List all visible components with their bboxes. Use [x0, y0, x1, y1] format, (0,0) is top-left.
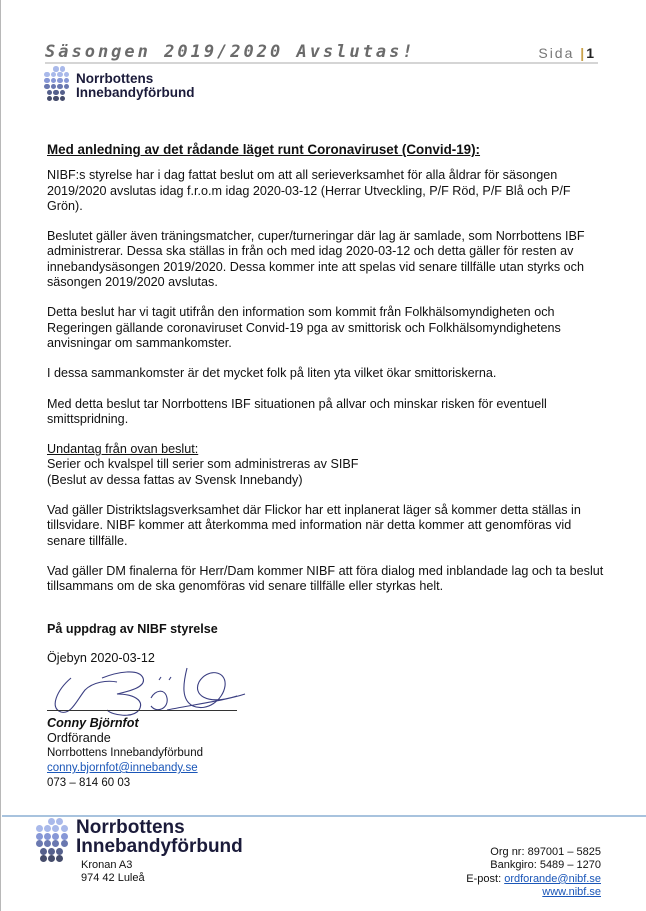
- logo-dot: [56, 818, 63, 825]
- logo-dot: [51, 84, 57, 90]
- logo-dot: [64, 72, 70, 78]
- signature-line: [47, 710, 237, 711]
- logo-name-line1: Norrbottens: [76, 816, 185, 838]
- signature-lead: På uppdrag av NIBF styrelse: [47, 622, 218, 636]
- exception-line: Serier och kvalspel till serier som administreras av SIBF: [47, 457, 359, 472]
- header-logo: [44, 66, 195, 106]
- signature-block: [47, 622, 218, 791]
- logo-dot: [57, 78, 63, 84]
- signer-organization: Norrbottens Innebandyförbund: [47, 747, 203, 759]
- logo-dot: [44, 825, 51, 832]
- logo-dot: [47, 90, 53, 96]
- logo-dot: [44, 78, 50, 84]
- website-link[interactable]: www.nibf.se: [542, 886, 601, 899]
- letter-body: [47, 142, 607, 610]
- logo-dot: [61, 840, 68, 847]
- page-separator: |: [580, 45, 587, 61]
- logo-name-line1: Norrbottens: [76, 71, 154, 87]
- logo-dot: [51, 78, 57, 84]
- logo-dot: [64, 78, 70, 84]
- paragraph: Med detta beslut tar Norrbottens IBF situationen på allvar och minskar risken för eventuell smittspridning.: [47, 396, 547, 426]
- logo-dot: [52, 833, 59, 840]
- logo-dot: [52, 840, 59, 847]
- paragraph: Vad gäller Distriktslagsverksamhet där Flickor har ett inplanerat läger så kommer detta ställas in tillsvidare. NIBF kommer att återkomma med information när detta kommer att genomföras vid senare tillfälle.: [47, 503, 581, 548]
- paragraph: Detta beslut har vi tagit utifrån den information som kommit från Folkhälsomyndigheten och Regeringen gällande coronaviruset Convid-19 pga av smittorisk och Folkhälsomyndighetens anvisningar om sammankomster.: [47, 305, 561, 350]
- exception-line: (Beslut av dessa fattas av Svensk Innebandy): [47, 472, 303, 487]
- logo-dot: [60, 96, 66, 102]
- place-date: Öjebyn 2020-03-12: [47, 651, 155, 665]
- logo-dot: [36, 825, 43, 832]
- logo-dot: [48, 855, 55, 862]
- logo-dot: [60, 90, 66, 96]
- header-divider: [45, 62, 598, 64]
- footer-email-link[interactable]: ordforande@nibf.se: [504, 872, 601, 885]
- handwritten-signature: [47, 668, 218, 716]
- logo-dot: [56, 855, 63, 862]
- logo-dot: [51, 72, 57, 78]
- logo-dot: [53, 96, 59, 102]
- exception-section: [47, 442, 607, 488]
- page-number-indicator: [538, 45, 596, 61]
- logo-dot: [60, 66, 66, 72]
- signer-phone: 073 – 814 60 03: [47, 777, 131, 789]
- signer-role: Ordförande: [47, 731, 111, 745]
- footer-logo: [36, 818, 243, 864]
- page-edge: [0, 0, 1, 911]
- logo-dot: [57, 72, 63, 78]
- footer-contact: [466, 846, 601, 900]
- address-city: 974 42 Luleå: [81, 872, 145, 884]
- signer-name: Conny Björnfot: [47, 716, 139, 730]
- logo-dots-icon: [36, 818, 68, 864]
- logo-name-line2: Innebandyförbund: [76, 85, 195, 100]
- page-number: 1: [586, 45, 596, 61]
- exception-title: Undantag från ovan beslut:: [47, 442, 199, 457]
- email-label: E-post:: [466, 872, 502, 885]
- paragraph: Beslutet gäller även träningsmatcher, cuper/turneringar där lag är samlade, som Norrbottens IBF administrerar. Dessa ska ställas in från och med idag 2020-03-12 och detta gäller för resten av innebandysäsongen 2019/2020. Dessa kommer inte att spelas vid senare tillfälle utan styrks och säsongen 2019/2020 avslutas.: [47, 229, 585, 290]
- org-number: Org nr: 897001 – 5825: [490, 846, 601, 858]
- logo-dot: [61, 825, 68, 832]
- logo-dot: [64, 84, 70, 90]
- paragraph: Vad gäller DM finalerna för Herr/Dam kommer NIBF att föra dialog med inblandade lag och ta beslut tillsammans om de ska genomföras vid senare tillfälle eller styrkas helt.: [47, 563, 604, 594]
- logo-dot: [44, 833, 51, 840]
- paragraph: NIBF:s styrelse har i dag fattat beslut om att all serieverksamhet för alla åldrar för säsongen 2019/2020 avslutas idag f.r.o.m idag 2020-03-12 (Herrar Utveckling, P/F Röd, P/F Blå och P/F Grön).: [47, 168, 571, 213]
- logo-dot: [56, 848, 63, 855]
- logo-dot: [40, 848, 47, 855]
- address-street: Kronan A3: [81, 859, 133, 871]
- signature-scribble-icon: [47, 660, 247, 720]
- logo-dot: [44, 84, 50, 90]
- document-header-title: Säsongen 2019/2020 Avslutas!: [45, 42, 416, 62]
- logo-dot: [52, 825, 59, 832]
- logo-dot: [36, 840, 43, 847]
- page-label: Sida: [538, 45, 575, 61]
- logo-dot: [36, 833, 43, 840]
- logo-dot: [48, 818, 55, 825]
- logo-dot: [57, 84, 63, 90]
- logo-dot: [40, 855, 47, 862]
- logo-dot: [53, 90, 59, 96]
- logo-dot: [61, 833, 68, 840]
- logo-dot: [53, 66, 59, 72]
- logo-dot: [44, 840, 51, 847]
- bankgiro: Bankgiro: 5489 – 1270: [490, 859, 601, 872]
- letter-heading: Med anledning av det rådande läget runt Coronaviruset (Convid-19):: [47, 142, 481, 157]
- paragraph: I dessa sammankomster är det mycket folk på liten yta vilket ökar smittoriskerna.: [47, 366, 497, 381]
- logo-dot: [48, 848, 55, 855]
- signer-email-link[interactable]: conny.bjornfot@innebandy.se: [47, 762, 198, 774]
- logo-dot: [44, 72, 50, 78]
- logo-dot: [47, 96, 53, 102]
- footer-address: [81, 859, 145, 885]
- logo-name-line2: Innebandyförbund: [76, 836, 243, 857]
- logo-dots-icon: [44, 66, 70, 106]
